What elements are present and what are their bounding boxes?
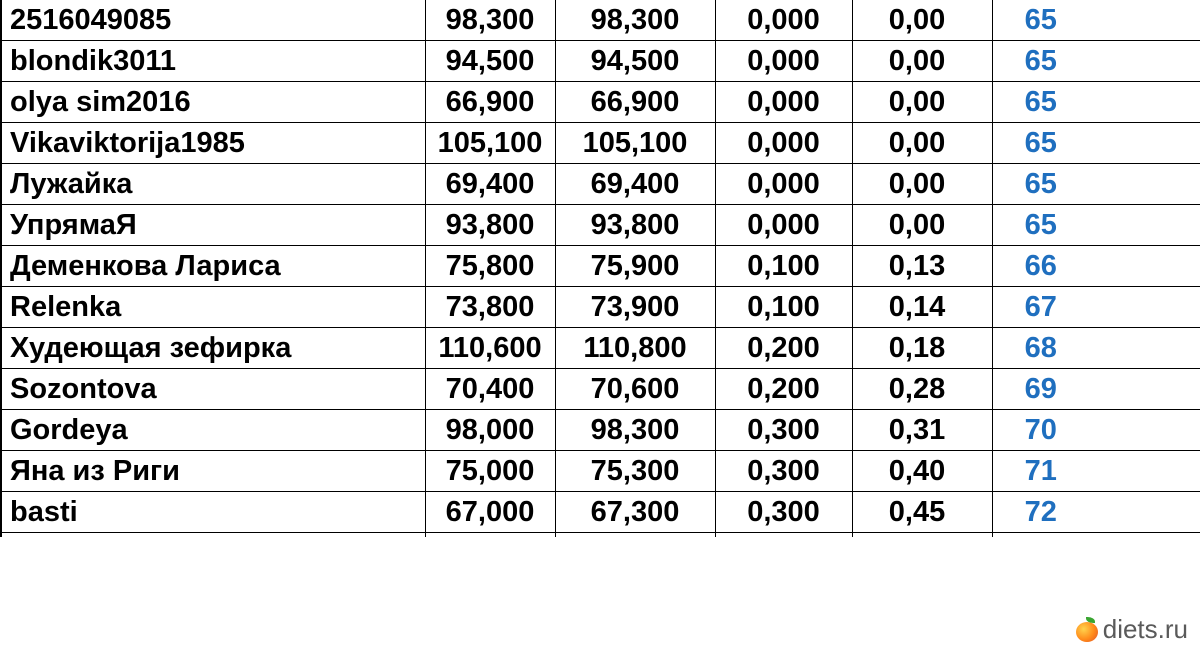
cell-value-1: 73,800	[425, 287, 555, 328]
table-row	[1, 451, 1200, 492]
cell-name: 2516049085	[1, 0, 425, 41]
cell-rank: 65	[992, 82, 1200, 123]
cell-rank: 65	[992, 123, 1200, 164]
filler-cell	[715, 533, 852, 538]
cell-value-2: 94,500	[555, 41, 715, 82]
cell-name: Sozontova	[1, 369, 425, 410]
cell-name: Vikaviktorija1985	[1, 123, 425, 164]
table-row	[1, 492, 1200, 533]
cell-value-3: 0,300	[715, 451, 852, 492]
cell-rank: 65	[992, 41, 1200, 82]
cell-value-2: 98,300	[555, 410, 715, 451]
cell-value-2: 70,600	[555, 369, 715, 410]
cell-value-4: 0,00	[852, 205, 992, 246]
cell-rank: 72	[992, 492, 1200, 533]
table-row	[1, 41, 1200, 82]
cell-rank: 71	[992, 451, 1200, 492]
table-row	[1, 123, 1200, 164]
cell-value-3: 0,000	[715, 164, 852, 205]
cell-value-2: 75,300	[555, 451, 715, 492]
cell-value-2: 110,800	[555, 328, 715, 369]
peach-icon	[1075, 617, 1099, 643]
cell-value-3: 0,200	[715, 369, 852, 410]
cell-value-4: 0,31	[852, 410, 992, 451]
cell-value-4: 0,45	[852, 492, 992, 533]
cell-value-3: 0,000	[715, 41, 852, 82]
cell-value-4: 0,28	[852, 369, 992, 410]
cell-name: Gordeya	[1, 410, 425, 451]
table-row	[1, 0, 1200, 41]
cell-value-3: 0,000	[715, 123, 852, 164]
cell-value-1: 94,500	[425, 41, 555, 82]
cell-value-1: 93,800	[425, 205, 555, 246]
cell-value-1: 110,600	[425, 328, 555, 369]
watermark-text: diets.ru	[1102, 614, 1188, 644]
cell-rank: 66	[992, 246, 1200, 287]
cell-value-3: 0,300	[715, 492, 852, 533]
table-row	[1, 328, 1200, 369]
cell-name: basti	[1, 492, 425, 533]
cell-value-1: 69,400	[425, 164, 555, 205]
cell-value-1: 98,000	[425, 410, 555, 451]
cell-value-2: 93,800	[555, 205, 715, 246]
cell-name: Relenka	[1, 287, 425, 328]
cell-value-4: 0,18	[852, 328, 992, 369]
filler-cell	[555, 533, 715, 538]
cell-rank: 69	[992, 369, 1200, 410]
table-row	[1, 410, 1200, 451]
cell-value-4: 0,00	[852, 164, 992, 205]
diets-ru-watermark	[1075, 614, 1188, 645]
cell-value-2: 98,300	[555, 0, 715, 41]
cell-value-3: 0,100	[715, 246, 852, 287]
cell-rank: 65	[992, 164, 1200, 205]
cell-value-1: 105,100	[425, 123, 555, 164]
filler-cell	[852, 533, 992, 538]
cell-value-1: 70,400	[425, 369, 555, 410]
cell-value-2: 105,100	[555, 123, 715, 164]
filler-cell	[1, 533, 425, 538]
cell-value-4: 0,40	[852, 451, 992, 492]
table-row	[1, 164, 1200, 205]
cell-rank: 70	[992, 410, 1200, 451]
cell-name: blondik3011	[1, 41, 425, 82]
cell-value-4: 0,14	[852, 287, 992, 328]
cell-name: olya sim2016	[1, 82, 425, 123]
cell-value-2: 75,900	[555, 246, 715, 287]
cell-rank: 65	[992, 205, 1200, 246]
cell-value-1: 66,900	[425, 82, 555, 123]
cell-value-3: 0,000	[715, 0, 852, 41]
table-body	[1, 0, 1200, 537]
cell-name: Яна из Риги	[1, 451, 425, 492]
cell-value-4: 0,00	[852, 41, 992, 82]
cell-value-4: 0,00	[852, 123, 992, 164]
cell-value-1: 67,000	[425, 492, 555, 533]
cell-value-4: 0,00	[852, 82, 992, 123]
cell-value-2: 66,900	[555, 82, 715, 123]
cell-value-3: 0,000	[715, 82, 852, 123]
cell-value-1: 98,300	[425, 0, 555, 41]
cell-name: Деменкова Лариса	[1, 246, 425, 287]
cell-rank: 67	[992, 287, 1200, 328]
cell-name: УпрямаЯ	[1, 205, 425, 246]
cell-value-4: 0,00	[852, 0, 992, 41]
table-filler-row	[1, 533, 1200, 538]
cell-name: Лужайка	[1, 164, 425, 205]
cell-value-3: 0,000	[715, 205, 852, 246]
filler-cell	[992, 533, 1200, 538]
cell-value-2: 69,400	[555, 164, 715, 205]
filler-cell	[425, 533, 555, 538]
cell-rank: 65	[992, 0, 1200, 41]
cell-value-3: 0,100	[715, 287, 852, 328]
cell-rank: 68	[992, 328, 1200, 369]
cell-value-3: 0,300	[715, 410, 852, 451]
cell-value-2: 73,900	[555, 287, 715, 328]
table-row	[1, 287, 1200, 328]
cell-value-1: 75,000	[425, 451, 555, 492]
cell-value-2: 67,300	[555, 492, 715, 533]
table-row	[1, 82, 1200, 123]
cell-value-3: 0,200	[715, 328, 852, 369]
table-row	[1, 369, 1200, 410]
cell-value-4: 0,13	[852, 246, 992, 287]
cell-value-1: 75,800	[425, 246, 555, 287]
table-row	[1, 246, 1200, 287]
cell-name: Худеющая зефирка	[1, 328, 425, 369]
table-row	[1, 205, 1200, 246]
